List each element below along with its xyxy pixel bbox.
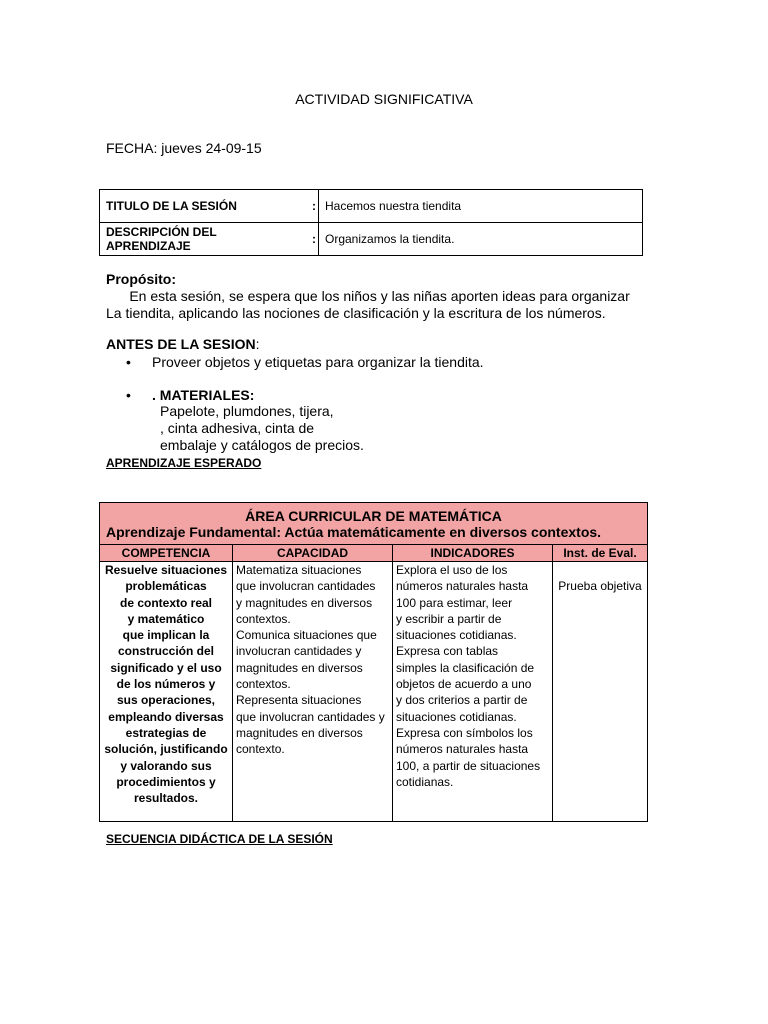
purpose-heading: Propósito: (106, 271, 176, 287)
area-subtitle: Aprendizaje Fundamental: Actúa matemáticamente en diversos contextos. (106, 524, 602, 540)
colon: : (310, 190, 319, 223)
before-session-heading (106, 336, 260, 352)
materials-line: embalaje y catálogos de precios. (160, 437, 364, 453)
bullet-text-objects: Proveer objetos y etiquetas para organizar la tiendita. (152, 354, 484, 370)
bullet-icon: • (126, 354, 131, 370)
column-header-competencia: COMPETENCIA (100, 545, 233, 562)
area-header-cell (100, 503, 648, 545)
session-info-table (99, 189, 643, 256)
instrument-cell: Prueba objetiva (553, 562, 648, 822)
didactic-sequence-heading: SECUENCIA DIDÁCTICA DE LA SESIÓN (106, 832, 333, 846)
column-header-row (100, 545, 648, 562)
expected-learning-heading: APRENDIZAJE ESPERADO (106, 456, 262, 470)
document-title: ACTIVIDAD SIGNIFICATIVA (295, 91, 473, 107)
date-line: FECHA: jueves 24-09-15 (106, 140, 262, 156)
materials-heading: . MATERIALES: (152, 387, 255, 403)
indicadores-cell: Explora el uso de los números naturales hasta 100 para estimar, leer y escribir a partir de situaciones cotidianas. Expresa con tablas simples la clasificación de objetos de acuerdo a uno y dos criterios a partir de situaciones cotidianas. Expresa con símbolos los números naturales hasta 100, a partir de situaciones cotidianas. (393, 562, 553, 822)
table-header-row (100, 503, 648, 545)
learning-description-value: Organizamos la tiendita. (319, 223, 643, 256)
column-header-instrument: Inst. de Eval. (553, 545, 648, 562)
session-title-label: TITULO DE LA SESIÓN (100, 190, 311, 223)
materials-line: , cinta adhesiva, cinta de (160, 420, 315, 436)
column-header-capacidad: CAPACIDAD (233, 545, 393, 562)
materials-list (160, 403, 364, 454)
purpose-line-1: En esta sesión, se espera que los niños y las niñas aporten ideas para organizar (106, 288, 630, 304)
before-session-label: ANTES DE LA SESION (106, 336, 256, 352)
bullet-icon: • (126, 387, 131, 403)
capacidad-cell: Matematiza situaciones que involucran cantidades y magnitudes en diversos contextos. Comunica situaciones que involucran cantidades y magnitudes en diversos contextos. Representa situaciones que involucran cantidades y magnitudes en diversos contexto. (233, 562, 393, 822)
colon: : (310, 223, 319, 256)
before-session-colon: : (255, 336, 260, 352)
competencia-cell: Resuelve situaciones problemáticas de contexto real y matemático que implican la construcción del significado y el uso de los números y sus operaciones, empleando diversas estrategias de solución, justificando y valorando sus procedimientos y resultados. (100, 562, 233, 822)
purpose-text (106, 288, 646, 322)
purpose-line-2: La tiendita, aplicando las nociones de clasificación y la escritura de los números. (106, 305, 606, 321)
learning-description-label: DESCRIPCIÓN DEL APRENDIZAJE (100, 223, 311, 256)
table-row (100, 190, 643, 223)
table-row (100, 562, 648, 822)
area-title: ÁREA CURRICULAR DE MATEMÁTICA (245, 508, 502, 524)
session-title-value: Hacemos nuestra tiendita (319, 190, 643, 223)
curricular-area-table (99, 502, 648, 822)
table-row (100, 223, 643, 256)
column-header-indicadores: INDICADORES (393, 545, 553, 562)
materials-line: Papelote, plumdones, tijera, (160, 403, 334, 419)
